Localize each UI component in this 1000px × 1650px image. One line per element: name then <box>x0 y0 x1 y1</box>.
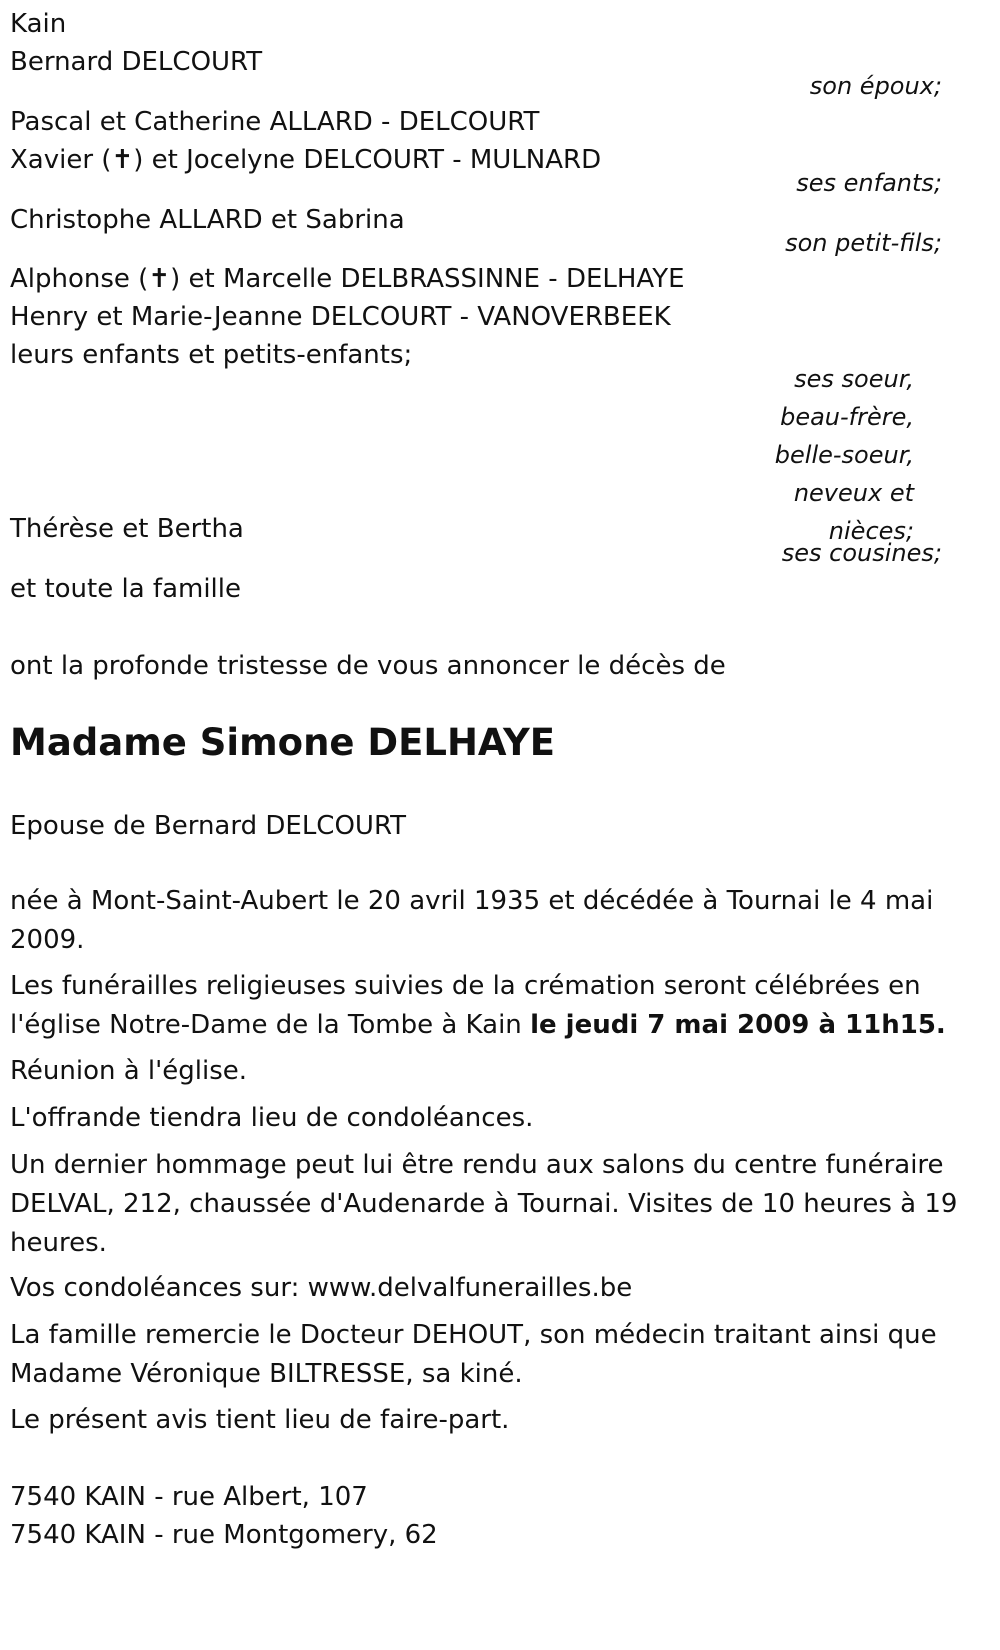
grandson-role: son petit-fils; <box>785 229 942 257</box>
sibling-line-1: Alphonse (✝) et Marcelle DELBRASSINNE - DELHAYE <box>10 264 685 294</box>
place-line: Kain <box>10 9 67 39</box>
thanks-paragraph: La famille remercie le Docteur DEHOUT, son médecin traitant ainsi que Madame Véronique BILTRESSE, sa kiné. <box>10 1320 937 1389</box>
child-line-2: Xavier (✝) et Jocelyne DELCOURT - MULNARD <box>10 145 602 175</box>
funeral-paragraph <box>10 967 985 1045</box>
spouse-of-line: Epouse de Bernard DELCOURT <box>10 811 407 841</box>
spouse-role: son époux; <box>809 72 942 100</box>
sibling-line-2: Henry et Marie-Jeanne DELCOURT - VANOVERBEEK <box>10 302 671 332</box>
offering-paragraph: L'offrande tiendra lieu de condoléances. <box>10 1103 534 1133</box>
tribute-paragraph: Un dernier hommage peut lui être rendu aux salons du centre funéraire DELVAL, 212, chaussée d'Audenarde à Tournai. Visites de 10 heures à 19 heures. <box>10 1150 958 1258</box>
whole-family-line: et toute la famille <box>10 574 241 604</box>
birth-death-paragraph: née à Mont-Saint-Aubert le 20 avril 1935 et décédée à Tournai le 4 mai 2009. <box>10 886 934 955</box>
sibling-line-3: leurs enfants et petits-enfants; <box>10 340 413 370</box>
cousins-role: ses cousines; <box>781 539 942 567</box>
spouse-name: Bernard DELCOURT <box>10 47 263 77</box>
funeral-text: Les funérailles religieuses suivies de la crémation seront célébrées en l'église Notre-Dame de la Tombe à Kain <box>10 971 921 1040</box>
address-line-1: 7540 KAIN - rue Albert, 107 <box>10 1482 368 1512</box>
grandson-line: Christophe ALLARD et Sabrina <box>10 205 405 235</box>
condolences-paragraph: Vos condoléances sur: www.delvalfunerailles.be <box>10 1273 633 1303</box>
address-line-2: 7540 KAIN - rue Montgomery, 62 <box>10 1520 438 1550</box>
funeral-date: le jeudi 7 mai 2009 à 11h15. <box>530 1010 946 1040</box>
intro-line: ont la profonde tristesse de vous annoncer le décès de <box>10 651 726 681</box>
deceased-name: Madame Simone DELHAYE <box>10 721 556 764</box>
cousins-line: Thérèse et Bertha <box>10 514 244 544</box>
child-line-1: Pascal et Catherine ALLARD - DELCOURT <box>10 107 540 137</box>
notice-paragraph: Le présent avis tient lieu de faire-part. <box>10 1405 510 1435</box>
children-role: ses enfants; <box>796 169 942 197</box>
siblings-role: ses soeur, beau-frère, belle-soeur, neveux et nièces; <box>774 365 914 545</box>
meeting-paragraph: Réunion à l'église. <box>10 1056 248 1086</box>
